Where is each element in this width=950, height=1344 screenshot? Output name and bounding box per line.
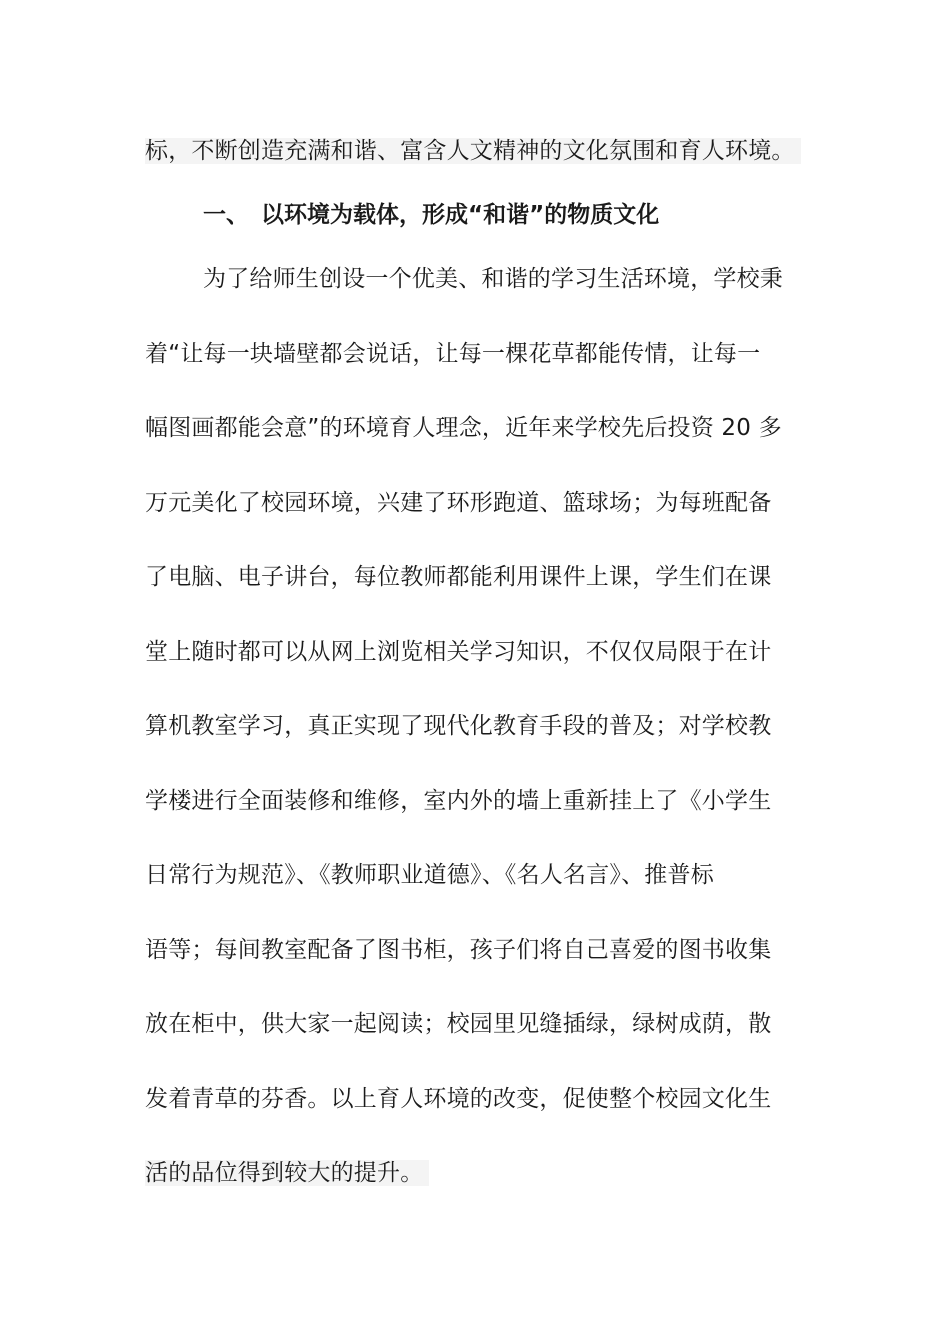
paragraph-last-text: 活的品位得到较大的提升。: [145, 1160, 429, 1186]
paragraph-line: 为了给师生创设一个优美、和谐的学习生活环境，学校秉: [203, 266, 783, 292]
section-heading: [203, 200, 659, 230]
paragraph-last-line: [145, 1158, 429, 1188]
intro-line: [145, 136, 801, 166]
intro-text: 标，不断创造充满和谐、富含人文精神的文化氛围和育人环境。: [145, 138, 801, 164]
paragraph-line: 学楼进行全面装修和维修，室内外的墙上重新挂上了《小学生: [145, 788, 772, 814]
paragraph-line: 发着青草的芬香。以上育人环境的改变，促使整个校园文化生: [145, 1086, 772, 1112]
paragraph-line: 了电脑、电子讲台，每位教师都能利用课件上课，学生们在课: [145, 564, 772, 590]
section-title: 以环境为载体，形成“和谐”的物质文化: [261, 202, 660, 228]
paragraph-line: 堂上随时都可以从网上浏览相关学习知识，不仅仅局限于在计: [145, 639, 772, 665]
paragraph-line: 日常行为规范》、《教师职业道德》、《名人名言》、推普标: [145, 862, 714, 888]
paragraph-line: 幅图画都能会意”的环境育人理念，近年来学校先后投资 20 多: [145, 415, 782, 441]
paragraph-line: 放在柜中，供大家一起阅读；校园里见缝插绿，绿树成荫，散: [145, 1011, 772, 1037]
section-number: 一、: [203, 202, 249, 228]
paragraph-line: 万元美化了校园环境，兴建了环形跑道、篮球场；为每班配备: [145, 490, 772, 516]
paragraph-line: 语等；每间教室配备了图书柜，孩子们将自己喜爱的图书收集: [145, 937, 772, 963]
paragraph-line: 着“让每一块墙壁都会说话，让每一棵花草都能传情，让每一: [145, 341, 761, 367]
paragraph-line: 算机教室学习，真正实现了现代化教育手段的普及；对学校教: [145, 713, 772, 739]
